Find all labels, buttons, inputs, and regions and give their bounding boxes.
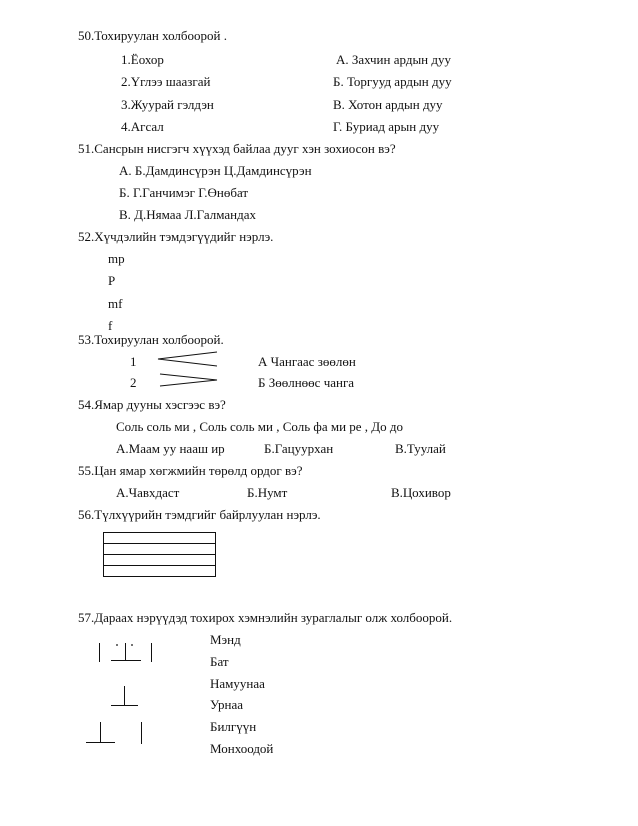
q55-title: 55.Цан ямар хөгжмийн төрөлд ордог вэ?: [78, 463, 303, 478]
q54-option-a: А.Маам уу нааш ир: [116, 441, 225, 456]
q57-name-1: Мэнд: [210, 632, 241, 647]
q51-option-a: А. Б.Дамдинсүрэн Ц.Дамдинсүрэн: [119, 163, 312, 178]
q51-option-v: В. Д.Нямаа Л.Галмандах: [119, 207, 256, 222]
q53-number-1: 1: [130, 354, 137, 369]
q54-option-v: В.Туулай: [395, 441, 446, 456]
q53-title: 53.Тохируулан холбоорой.: [78, 332, 224, 347]
q50-left-2: 2.Үглээ шаазгай: [121, 74, 211, 89]
dynamic-symbol-p: P: [108, 273, 116, 288]
q57-name-4: Урнаа: [210, 697, 244, 712]
q50-title: 50.Тохируулан холбоорой .: [78, 28, 227, 43]
dynamic-symbol-f: f: [108, 318, 113, 333]
q50-right-b: Б. Торгууд ардын дуу: [333, 74, 452, 89]
q50-left-1: 1.Ёохор: [121, 52, 164, 67]
q50-right-v: В. Хотон ардын дуу: [333, 97, 443, 112]
q54-title: 54.Ямар дууны хэсгээс вэ?: [78, 397, 226, 412]
q50-right-a: А. Захчин ардын дуу: [336, 52, 451, 67]
q55-option-b: Б.Нумт: [247, 485, 288, 500]
q56-title: 56.Түлхүүрийн тэмдгийг байрлуулан нэрлэ.: [78, 507, 321, 522]
q54-option-b: Б.Гацуурхан: [264, 441, 334, 456]
q57-title: 57.Дараах нэрүүдэд тохирох хэмнэлийн зураглалыг олж холбоорой.: [78, 610, 453, 625]
dynamic-symbol-mf: mf: [108, 296, 123, 311]
q52-title: 52.Хүчдэлийн тэмдэгүүдийг нэрлэ.: [78, 229, 274, 244]
q55-option-v: В.Цохивор: [391, 485, 451, 500]
q51-title: 51.Сансрын нисгэгч хүүхэд байлаа дууг хэн зохиосон вэ?: [78, 141, 396, 156]
q51-option-b: Б. Г.Ганчимэг Г.Өнөбат: [119, 185, 249, 200]
dynamic-symbol-mp: mp: [108, 251, 125, 266]
q57-name-2: Бат: [210, 654, 229, 669]
q53-answer-b: Б Зөөлнөөс чанга: [258, 375, 355, 390]
q50-left-3: 3.Жуурай гэлдэн: [121, 97, 214, 112]
q50-left-4: 4.Агсал: [121, 119, 164, 134]
q53-answer-a: А Чангаас зөөлөн: [258, 354, 356, 369]
rhythm-dot-icon: [116, 644, 118, 646]
q54-melody: Соль соль ми , Соль соль ми , Соль фа ми ре , До до: [116, 419, 404, 434]
q55-option-a: А.Чавхдаст: [116, 485, 180, 500]
q57-name-6: Монхоодой: [210, 741, 274, 756]
rhythm-dot-icon: [131, 644, 133, 646]
q50-right-g: Г. Буриад арын дуу: [333, 119, 440, 134]
q57-name-5: Билгүүн: [210, 719, 257, 734]
q53-number-2: 2: [130, 375, 137, 390]
q57-name-3: Намуунаа: [210, 676, 265, 691]
